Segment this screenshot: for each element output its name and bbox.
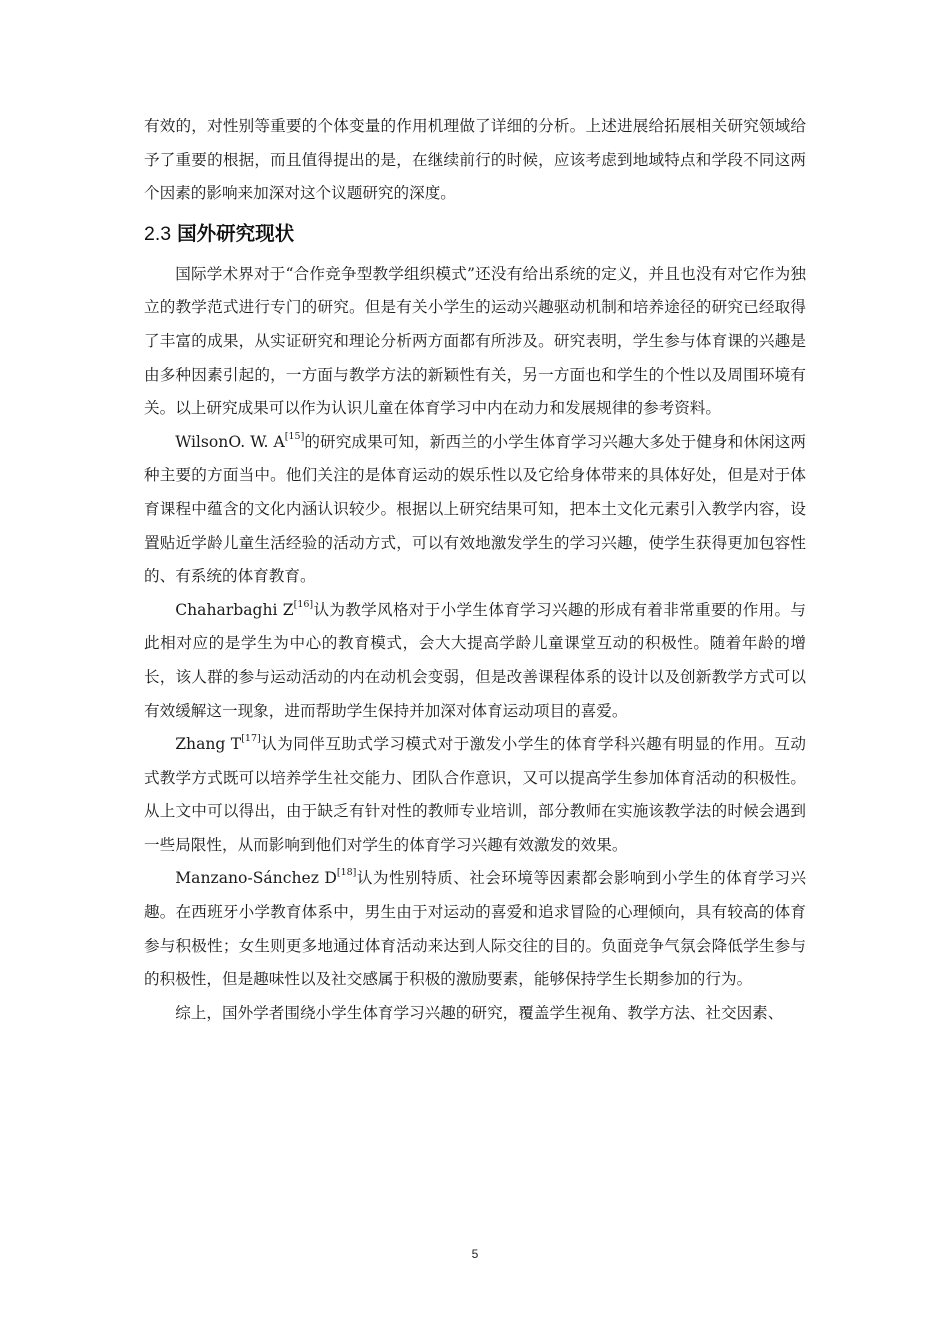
citation-ref: [17] — [241, 732, 261, 744]
section-heading — [144, 216, 806, 252]
citation-author: Zhang T — [175, 735, 242, 754]
paragraph-text: 的研究成果可知，新西兰的小学生体育学习兴趣大多处于健身和休闲这两种主要的方面当中。他们关注的是体育运动的娱乐性以及它给身体带来的具体好处，但是对于体育课程中蕴含的文化内涵认识较少。根据以上研究结果可知，把本土文化元素引入教学内容，设置贴近学龄儿童生活经验的活动方式，可以有效地激发学生的学习兴趣，使学生获得更加包容性的、有系统的体育教育。 — [144, 432, 806, 586]
paragraph-wilson — [144, 426, 806, 594]
paragraph-text: 认为教学风格对于小学生体育学习兴趣的形成有着非常重要的作用。与此相对应的是学生为中心的教育模式，会大大提高学龄儿童课堂互动的积极性。随着年龄的增长，该人群的参与运动活动的内在动机会变弱，但是改善课程体系的设计以及创新教学方式可以有效缓解这一现象，进而帮助学生保持并加深对体育运动项目的喜爱。 — [144, 600, 806, 720]
paragraph-manzano — [144, 862, 806, 996]
page-number: 5 — [471, 1247, 479, 1261]
section-title: 国外研究现状 — [177, 221, 295, 245]
citation-author: WilsonO. W. A — [175, 432, 285, 451]
paragraph-intl-overview: 国际学术界对于“合作竞争型教学组织模式”还没有给出系统的定义，并且也没有对它作为独立的教学范式进行专门的研究。但是有关小学生的运动兴趣驱动机制和培养途径的研究已经取得了丰富的成果，从实证研究和理论分析两方面都有所涉及。研究表明，学生参与体育课的兴趣是由多种因素引起的，一方面与教学方法的新颖性有关，另一方面也和学生的个性以及周围环境有关。以上研究成果可以作为认识儿童在体育学习中内在动力和发展规律的参考资料。 — [144, 264, 806, 418]
citation-author: Manzano-Sánchez D — [175, 869, 337, 888]
intro-paragraph: 有效的，对性别等重要的个体变量的作用机理做了详细的分析。上述进展给拓展相关研究领域给予了重要的根据，而且值得提出的是，在继续前行的时候，应该考虑到地域特点和学段不同这两个因素的影响来加深对这个议题研究的深度。 — [144, 117, 806, 203]
page-body — [144, 110, 806, 1030]
paragraph-text: 认为同伴互助式学习模式对于激发小学生的体育学科兴趣有明显的作用。互动式教学方式既可以培养学生社交能力、团队合作意识，又可以提高学生参加体育活动的积极性。从上文中可以得出，由于缺乏有针对性的教师专业培训，部分教师在实施该教学法的时候会遇到一些局限性，从而影响到他们对学生的体育学习兴趣有效激发的效果。 — [144, 735, 806, 854]
paragraph-text: 认为性别特质、社会环境等因素都会影响到小学生的体育学习兴趣。在西班牙小学教育体系中，男生由于对运动的喜爱和追求冒险的心理倾向，具有较高的体育参与积极性；女生则更多地通过体育活动来达到人际交往的目的。负面竞争气氛会降低学生参与的积极性，但是趣味性以及社交感属于积极的激励要素，能够保持学生长期参加的行为。 — [144, 869, 806, 989]
paragraph-summary: 综上，国外学者围绕小学生体育学习兴趣的研究，覆盖学生视角、教学方法、社交因素、 — [175, 1003, 784, 1022]
citation-ref: [18] — [336, 867, 357, 879]
paragraph-zhang — [144, 728, 806, 862]
paragraph-chaharbaghi — [144, 594, 806, 728]
citation-author: Chaharbaghi Z — [175, 600, 294, 619]
citation-ref: [16] — [293, 598, 314, 610]
citation-ref: [15] — [284, 430, 305, 442]
section-number: 2.3 — [144, 222, 172, 245]
